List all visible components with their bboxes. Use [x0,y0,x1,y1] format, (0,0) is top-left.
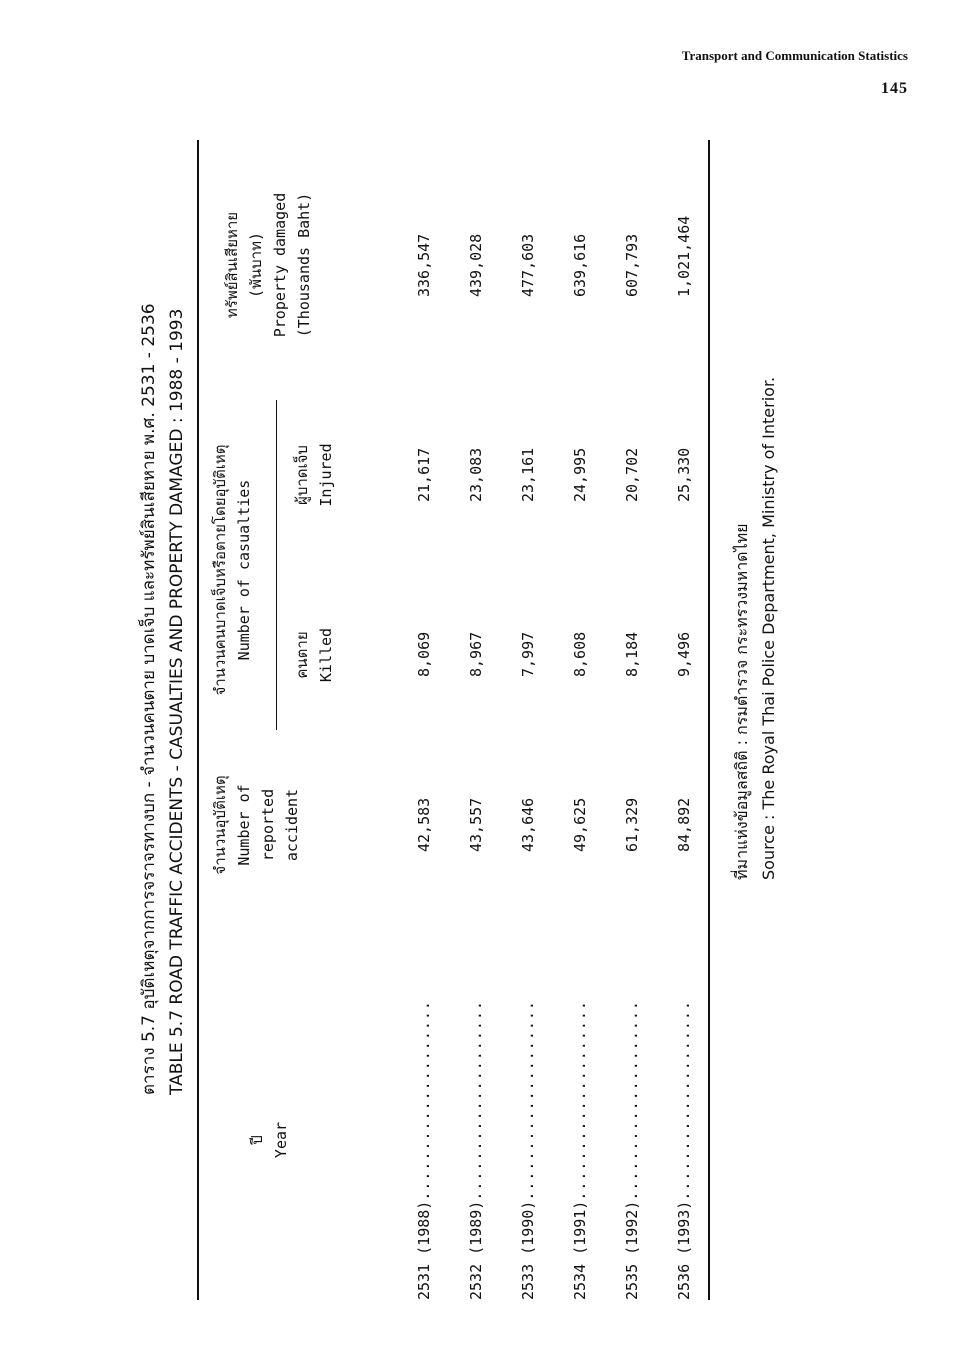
cell-year: 2534 (1991).................... [571,1000,589,1300]
header-year-thai: ปี [248,1135,266,1145]
table-top-rule [197,140,199,1300]
cell-year: 2532 (1989).................... [467,1000,485,1300]
rotated-table [130,100,810,1320]
table-bottom-rule [708,140,710,1300]
header-accidents-line1: Number of [235,784,253,866]
cell-accidents: 61,329 [623,797,641,852]
header-year [245,1060,293,1220]
source-english: Source : The Royal Thai Police Department, Ministry of Interior. [759,376,778,880]
table-title-english: TABLE 5.7 ROAD TRAFFIC ACCIDENTS - CASUALTIES AND PROPERTY DAMAGED : 1988 - 1993 [167,308,187,1095]
header-killed-thai: คนตาย [293,631,311,679]
table-row [623,140,649,1300]
header-year-english: Year [272,1121,290,1159]
cell-accidents: 43,557 [467,797,485,852]
header-property-english: Property damaged [271,192,289,338]
header-accidents [208,750,304,900]
cell-accidents: 49,625 [571,797,589,852]
table-row [415,140,441,1300]
running-head [682,48,908,98]
header-casualties-thai: จำนวนคนบาดเจ็บหรือตายโดยอุบัติเหตุ [211,444,229,696]
cell-year: 2531 (1988).................... [415,1000,433,1300]
cell-injured: 21,617 [415,447,433,502]
cell-year: 2535 (1992).................... [623,1000,641,1300]
header-casualties [208,380,256,760]
cell-injured: 24,995 [571,447,589,502]
cell-property: 477,603 [519,233,537,297]
source-thai: ที่มาแห่งข้อมูลสถิติ : กรมตำรวจ กระทรวงมหาดไทย [732,523,751,880]
table-row [571,140,597,1300]
table-row [519,140,545,1300]
source-note [728,377,782,880]
table-row [467,140,493,1300]
cell-killed: 9,496 [675,631,693,677]
cell-injured: 20,702 [623,447,641,502]
table-titles [135,303,191,1095]
cell-property: 1,021,464 [675,215,693,297]
header-killed [290,580,338,730]
cell-killed: 7,997 [519,631,537,677]
cell-injured: 23,161 [519,447,537,502]
cell-injured: 25,330 [675,447,693,502]
section-title: Transport and Communication Statistics [681,48,908,63]
header-accidents-line2: reported [259,788,277,862]
page-number: 145 [881,80,908,97]
cell-year: 2533 (1990).................... [519,1000,537,1300]
header-injured [290,400,338,550]
header-casualties-english: Number of casualties [235,479,253,661]
table-title-thai: ตาราง 5.7 อุบัติเหตุจากการจราจรทางบก - จำนวนคนตาย บาดเจ็บ และทรัพย์สินเสียหาย พ.ศ. 2531 - 2536 [139,303,159,1095]
cell-property: 336,547 [415,233,433,297]
cell-accidents: 84,892 [675,797,693,852]
cell-killed: 8,608 [571,631,589,677]
table-row [675,140,701,1300]
header-injured-thai: ผู้บาดเจ็บ [293,445,311,505]
header-property-thai: ทรัพย์สินเสียหาย [223,211,241,319]
header-killed-english: Killed [317,627,335,683]
cell-killed: 8,184 [623,631,641,677]
cell-killed: 8,967 [467,631,485,677]
cell-injured: 23,083 [467,447,485,502]
cell-property: 639,616 [571,233,589,297]
header-property-english-unit: (Thousands Baht) [295,192,313,338]
cell-accidents: 42,583 [415,797,433,852]
cell-year: 2536 (1993).................... [675,1000,693,1300]
header-accidents-line3: accident [283,788,301,862]
header-property-thai-unit: (พันบาท) [247,231,265,299]
header-injured-english: Injured [317,443,335,507]
cell-property: 607,793 [623,233,641,297]
cell-killed: 8,069 [415,631,433,677]
header-accidents-thai: จำนวนอุบัติเหตุ [211,775,229,875]
header-property [220,165,316,365]
cell-accidents: 43,646 [519,797,537,852]
casualties-subrule [276,400,277,730]
cell-property: 439,028 [467,233,485,297]
